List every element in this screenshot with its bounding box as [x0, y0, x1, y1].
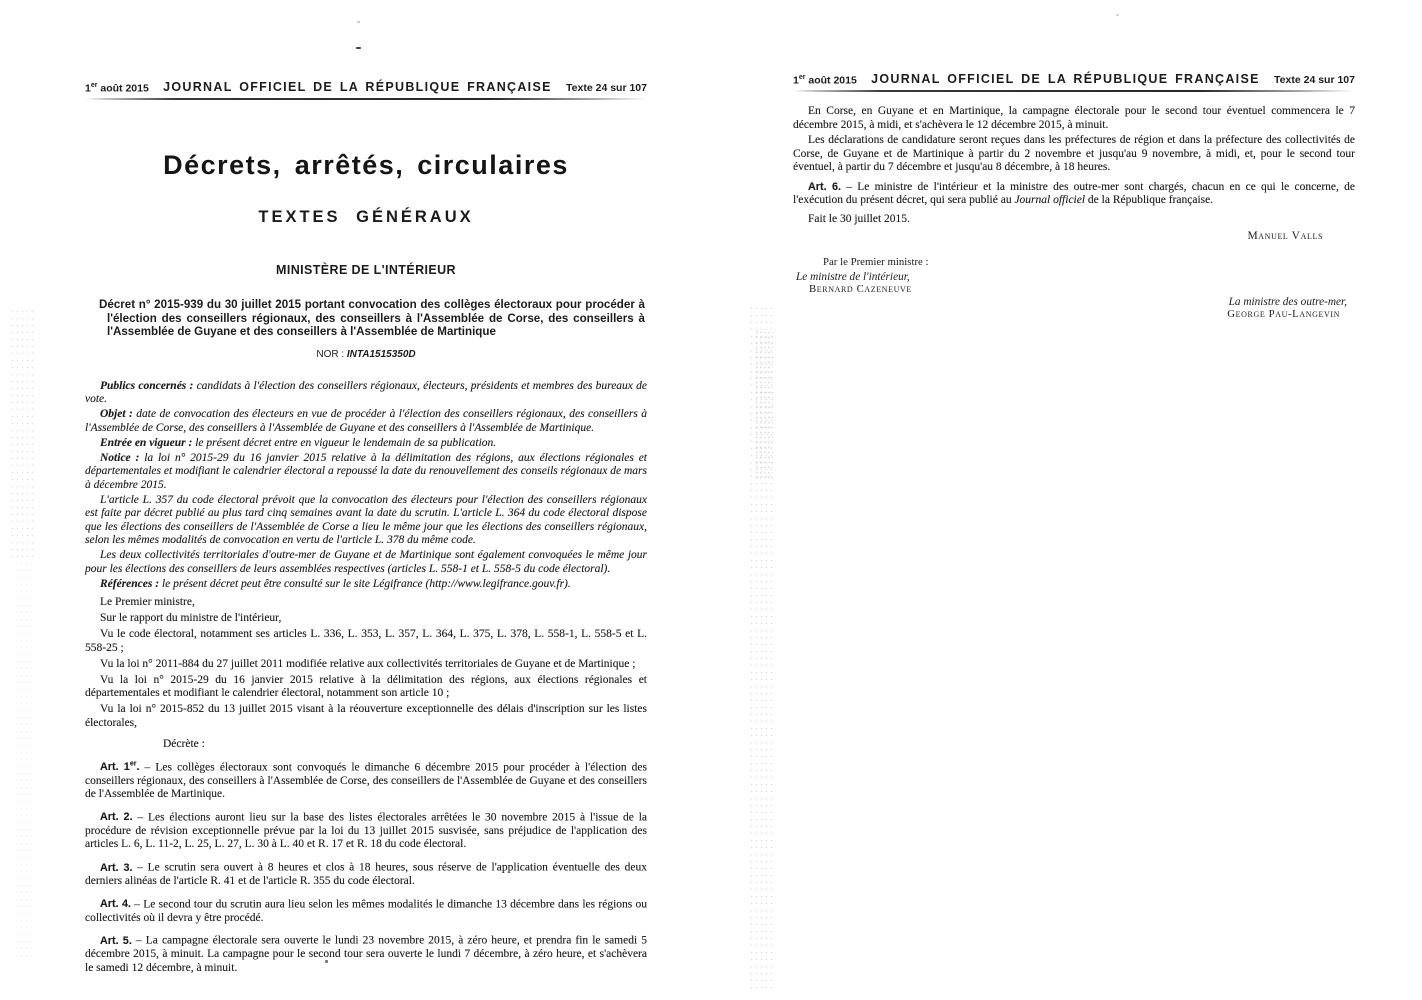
right-page-body: [793, 105, 1355, 320]
fait-line: Fait le 30 juillet 2015.: [808, 212, 910, 225]
body-paragraph: En Corse, en Guyane et en Martinique, la campagne électorale pour le second tour éventuel commencera le 7 décembre 2015, à midi, et s'achèvera le 12 décembre 2015, à minuit.: [793, 105, 1355, 131]
notice-block: [85, 380, 647, 592]
article-dash: –: [130, 898, 144, 911]
article-dash: –: [132, 811, 148, 824]
article-text: La campagne électorale sera ouverte le lundi 23 novembre 2015, à zéro heure, et prendra fin le samedi 5 décembre 2015, à minuit. La campagne pour le second tour sera ouverte le lundi 7 décembre, à zéro heure, et s'achèvera le samedi 12 décembre, à minuit.: [85, 934, 648, 974]
journal-officiel-italic: Journal officiel: [1014, 194, 1086, 206]
article-text: Le second tour du scrutin aura lieu selon les mêmes modalités le dimanche 13 décembre dans les régions ou collectivités où il devra y être procédé.: [85, 898, 647, 924]
notice-paragraph: Notice : la loi n° 2015-29 du 16 janvier 2015 relative à la délimitation des régions, aux élections régionales et départementales et modifiant le calendrier électoral a repoussé la date du renouvellement des conseils régionaux de mars à décembre 2015.: [85, 451, 648, 491]
article-5: [85, 931, 647, 975]
texte-reference: Texte 24 sur 107: [1274, 74, 1355, 86]
article-3: [85, 858, 647, 889]
running-header: [85, 80, 647, 94]
article-text: Les élections auront lieu sur la base des listes électorales arrêtées le 30 novembre 2015 à l'issue de la procédure de révision exceptionnelle prévue par la loi du 13 juillet 2015 susvisée, sans préjudice de l'application des articles L. 6, L. 11-2, L. 25, L. 27, L. 30 à L. 40 et R. 17 et R. 18 du code électoral.: [85, 811, 648, 851]
article-dash: –: [131, 934, 146, 947]
nor-line: NOR : INTA1515350D: [316, 348, 416, 360]
scan-noise-left-margin: [10, 308, 35, 563]
article-text-before: Le ministre de l'intérieur et la ministre des outre-mer sont chargés, chacun en ce qui le concerne, de l'exécution du présent décret, qui sera publié au: [793, 180, 1355, 206]
minister-interior-title: Le ministre de l'intérieur,: [796, 271, 910, 283]
preamble-paragraph: Vu la loi n° 2015-29 du 16 janvier 2015 relative à la délimitation des régions, aux élections régionales et départementales et modifiant le calendrier électoral, notamment son article 10 ;: [85, 673, 647, 700]
page-title: Décrets, arrêtés, circulaires: [163, 150, 569, 180]
preamble-paragraph: Vu la loi n° 2011-884 du 27 juillet 2011 modifiée relative aux collectivités territoriales de Guyane et de Martinique ;: [100, 657, 636, 670]
preamble-block: [85, 596, 647, 730]
article-label: Art. 2.: [100, 811, 133, 824]
header-rule: [793, 90, 1355, 92]
minister-outremer-name: George Pau-Langevin: [1227, 308, 1340, 320]
journal-title: JOURNAL OFFICIEL DE LA RÉPUBLIQUE FRANÇAISE: [871, 72, 1260, 86]
header-rule: [85, 98, 647, 100]
notice-paragraph: L'article L. 357 du code électoral prévoit que la convocation des électeurs pour l'élection des conseillers régionaux est faite par décret publié au plus tard cinq semaines avant la date du scrutin. L'article L. 364 du code électoral dispose que les élections des conseillers de l'Assemblée de Corse a lieu le même jour que les élections des conseillers régionaux, selon les mêmes modalités de convocation en vertu de l'article L. 378 du même code.: [85, 493, 647, 547]
article-1: [85, 758, 647, 802]
scan-noise-gutter: [755, 330, 773, 480]
article-label: Art. 1er.: [100, 760, 140, 774]
article-dash: –: [132, 861, 148, 874]
body-paragraph: Les déclarations de candidature seront reçues dans les préfectures de région et dans la préfecture des collectivités de Corse, de Guyane et de Martinique à partir du 2 novembre et jusqu'au 9 novembre, à midi, et, pour le second tour éventuel, à partir du 7 décembre et jusqu'au 8 décembre, à 18 heures.: [793, 134, 1355, 173]
article-text: Le scrutin sera ouvert à 8 heures et clos à 18 heures, sous réserve de l'application éventuelle des deux derniers alinéas de l'article R. 41 et de l'article R. 355 du code électoral.: [85, 861, 647, 888]
minister-interior-name: Bernard Cazeneuve: [809, 283, 912, 295]
article-2: [85, 808, 647, 852]
scan-noise-gutter: [749, 305, 776, 993]
journal-title: JOURNAL OFFICIEL DE LA RÉPUBLIQUE FRANÇAISE: [163, 80, 552, 94]
notice-paragraph: Publics concernés : candidats à l'élection des conseillers régionaux, électeurs, présidents et membres des bureaux de vote.: [85, 379, 647, 406]
header-date: 1er août 2015: [793, 73, 857, 86]
section-title: TEXTES GÉNÉRAUX: [258, 208, 474, 226]
decrete-label: Décrète :: [163, 738, 205, 751]
minister-outremer-title: La ministre des outre-mer,: [1228, 296, 1347, 308]
running-header: [793, 72, 1355, 86]
notice-paragraph: Entrée en vigueur : le présent décret entre en vigueur le lendemain de sa publication.: [100, 436, 497, 449]
article-text-after: de la République française.: [1085, 194, 1214, 206]
signature-prime-minister: Manuel Valls: [1247, 230, 1323, 242]
left-page: [85, 0, 647, 1000]
preamble-paragraph: Le Premier ministre,: [100, 596, 195, 609]
article-label: Art. 5.: [100, 934, 132, 947]
article-label: Art. 6.: [808, 180, 841, 193]
decree-heading: Décret n° 2015-939 du 30 juillet 2015 portant convocation des collèges électoraux pour procéder à l'élection des conseillers régionaux, des conseillers à l'Assemblée de Corse, des conseillers à l'Assemblée de Guyane et des conseillers à l'Assemblée de Martinique: [99, 298, 645, 339]
article-label: Art. 3.: [100, 861, 133, 874]
preamble-paragraph: Vu le code électoral, notamment ses articles L. 336, L. 353, L. 357, L. 364, L. 375, L. 378, L. 558-1, L. 558-5 et L. 558-25 ;: [85, 628, 647, 654]
nor-code: INTA1515350D: [346, 348, 416, 360]
right-page: [793, 0, 1355, 1000]
notice-paragraph: Références : le présent décret peut être consulté sur le site Légifrance (http://www.legifrance.gouv.fr).: [100, 577, 571, 590]
article-dash: –: [840, 180, 858, 193]
article-6: [793, 181, 1355, 208]
by-premier-ministre: Par le Premier ministre :: [823, 256, 929, 268]
scan-noise-left-margin: [14, 560, 32, 960]
article-dash: –: [139, 761, 156, 774]
preamble-paragraph: Vu la loi n° 2015-852 du 13 juillet 2015 visant à la réouverture exceptionnelle des délais d'inscription sur les listes électorales,: [85, 703, 647, 729]
header-date: 1er août 2015: [85, 81, 149, 94]
texte-reference: Texte 24 sur 107: [566, 82, 647, 94]
article-text: Les collèges électoraux sont convoqués le dimanche 6 décembre 2015 pour procéder à l'élection des conseillers régionaux, des conseillers à l'Assemblée de Corse, des conseillers de l'Assemblée de Guyane et des conseillers de l'Assemblée de Martinique.: [85, 761, 648, 801]
ministry-heading: MINISTÈRE DE L'INTÉRIEUR: [276, 263, 456, 277]
notice-paragraph: Les deux collectivités territoriales d'outre-mer de Guyane et de Martinique sont également convoquées le même jour pour les élections des conseillers de leurs assemblées respectives (articles L. 558-1 et L. 558-5 du code électoral).: [85, 549, 647, 575]
minister-outremer-block: [793, 296, 1355, 320]
preamble-paragraph: Sur le rapport du ministre de l'intérieur,: [100, 612, 282, 625]
notice-paragraph: Objet : date de convocation des électeurs en vue de procéder à l'élection des conseillers régionaux, des conseillers à l'Assemblée de Corse, des conseillers à l'Assemblée de Guyane et des conseillers à l'Assemblée de Martinique.: [85, 408, 647, 434]
article-label: Art. 4.: [100, 898, 131, 911]
article-4: [85, 895, 647, 926]
